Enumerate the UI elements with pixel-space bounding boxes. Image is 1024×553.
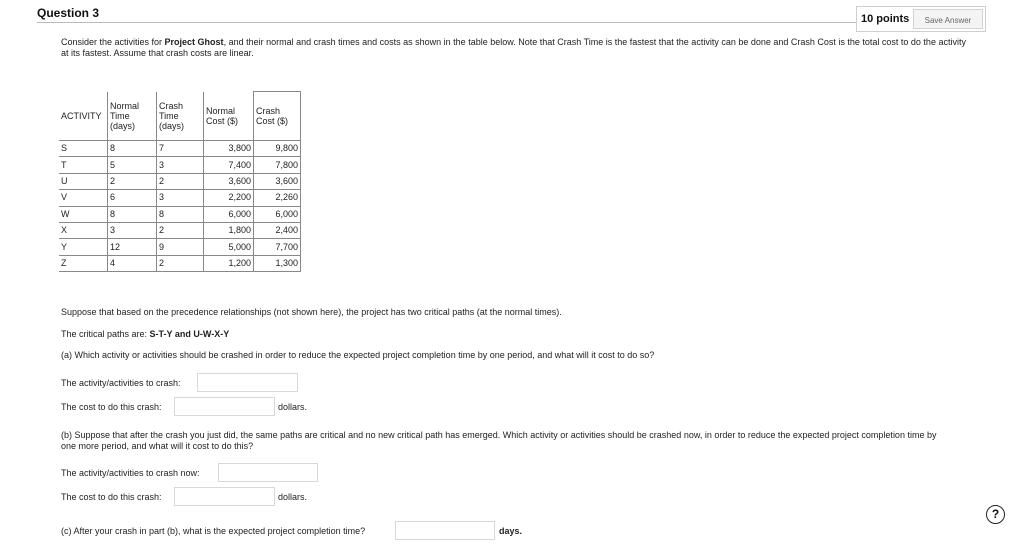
cell-crash-time: 8 <box>157 206 204 222</box>
cell-normal-cost: 3,800 <box>204 141 254 157</box>
part-a-question: (a) Which activity or activities should be crashed in order to reduce the expected project completion time by one period, and what will it cost to do so? <box>61 350 655 360</box>
cell-normal-time: 5 <box>108 157 157 173</box>
cell-normal-cost: 5,000 <box>204 239 254 255</box>
question-intro: Consider the activities for Project Ghost, and their normal and crash times and costs as shown in the table below. Note that Crash Time is the fastest that the activity can be done and Crash Cost is the total cost to do the activity at its fastest. Assume that crash costs are linear. <box>61 37 966 58</box>
cell-normal-time: 2 <box>108 173 157 189</box>
a-activity-label: The activity/activities to crash: <box>61 378 181 388</box>
cell-crash-cost: 7,700 <box>254 239 301 255</box>
a-cost-label: The cost to do this crash: <box>61 402 162 412</box>
cell-crash-time: 3 <box>157 157 204 173</box>
cell-activity: T <box>59 157 108 173</box>
cell-normal-cost: 2,200 <box>204 190 254 206</box>
cell-activity: Y <box>59 239 108 255</box>
cell-normal-time: 8 <box>108 206 157 222</box>
col-normal-cost: Normal Cost ($) <box>204 92 254 141</box>
cell-crash-time: 2 <box>157 173 204 189</box>
cell-normal-cost: 1,200 <box>204 255 254 271</box>
table-row <box>59 206 301 222</box>
b-cost-label: The cost to do this crash: <box>61 492 162 502</box>
cell-normal-time: 12 <box>108 239 157 255</box>
save-answer-button[interactable]: Save Answer <box>913 9 983 29</box>
a-dollars-label: dollars. <box>278 402 308 412</box>
cell-crash-time: 7 <box>157 141 204 157</box>
help-icon[interactable]: ? <box>986 505 1005 524</box>
b-activity-label: The activity/activities to crash now: <box>61 468 200 478</box>
project-name: Project Ghost <box>164 37 224 47</box>
b-activity-input[interactable] <box>218 463 318 482</box>
a-activity-input[interactable] <box>197 373 298 392</box>
a-cost-input[interactable] <box>174 397 275 416</box>
cell-crash-time: 2 <box>157 255 204 271</box>
critical-paths-text: The critical paths are: S-T-Y and U-W-X-Y <box>61 329 230 339</box>
col-activity: ACTIVITY <box>61 110 102 121</box>
cell-crash-cost: 7,800 <box>254 157 301 173</box>
table-row <box>59 173 301 189</box>
cell-activity: V <box>59 190 108 206</box>
cell-normal-time: 3 <box>108 222 157 238</box>
table-row <box>59 239 301 255</box>
header-divider <box>37 22 857 23</box>
activity-table <box>59 91 301 272</box>
table-row <box>59 190 301 206</box>
cell-normal-cost: 1,800 <box>204 222 254 238</box>
cell-normal-time: 4 <box>108 255 157 271</box>
cell-activity: W <box>59 206 108 222</box>
cell-activity: U <box>59 173 108 189</box>
cell-activity: Z <box>59 255 108 271</box>
cell-crash-cost: 9,800 <box>254 141 301 157</box>
critical-paths-value: S-T-Y and U-W-X-Y <box>149 329 230 339</box>
cell-crash-time: 9 <box>157 239 204 255</box>
col-crash-time: Crash Time (days) <box>157 92 204 141</box>
table-row <box>59 157 301 173</box>
cell-normal-cost: 3,600 <box>204 173 254 189</box>
points-box <box>856 6 986 32</box>
cell-crash-cost: 6,000 <box>254 206 301 222</box>
suppose-text: Suppose that based on the precedence relationships (not shown here), the project has two critical paths (at the normal times). <box>61 307 562 317</box>
cell-crash-time: 2 <box>157 222 204 238</box>
cell-crash-cost: 3,600 <box>254 173 301 189</box>
cell-normal-cost: 6,000 <box>204 206 254 222</box>
cell-activity: X <box>59 222 108 238</box>
table-row <box>59 255 301 271</box>
points-label: 10 points <box>861 13 910 25</box>
cell-normal-time: 8 <box>108 141 157 157</box>
cell-crash-cost: 2,260 <box>254 190 301 206</box>
col-crash-cost: Crash Cost ($) <box>254 92 301 141</box>
b-dollars-label: dollars. <box>278 492 308 502</box>
cell-crash-cost: 2,400 <box>254 222 301 238</box>
part-c-question: (c) After your crash in part (b), what is the expected project completion time? <box>61 526 366 536</box>
cell-activity: S <box>59 141 108 157</box>
cell-normal-time: 6 <box>108 190 157 206</box>
cell-normal-cost: 7,400 <box>204 157 254 173</box>
question-title: Question 3 <box>37 6 100 20</box>
col-normal-time: Normal Time (days) <box>108 92 157 141</box>
cell-crash-cost: 1,300 <box>254 255 301 271</box>
table-row <box>59 222 301 238</box>
b-cost-input[interactable] <box>174 487 275 506</box>
part-b-question: (b) Suppose that after the crash you just did, the same paths are critical and no new critical path has emerged. Which activity or activities should be crashed now, in order to reduce the expected project completion time by one more period, and what will it cost to do this? <box>61 430 937 451</box>
c-days-input[interactable] <box>395 521 495 540</box>
cell-crash-time: 3 <box>157 190 204 206</box>
c-days-label: days. <box>499 526 523 536</box>
table-row <box>59 141 301 157</box>
